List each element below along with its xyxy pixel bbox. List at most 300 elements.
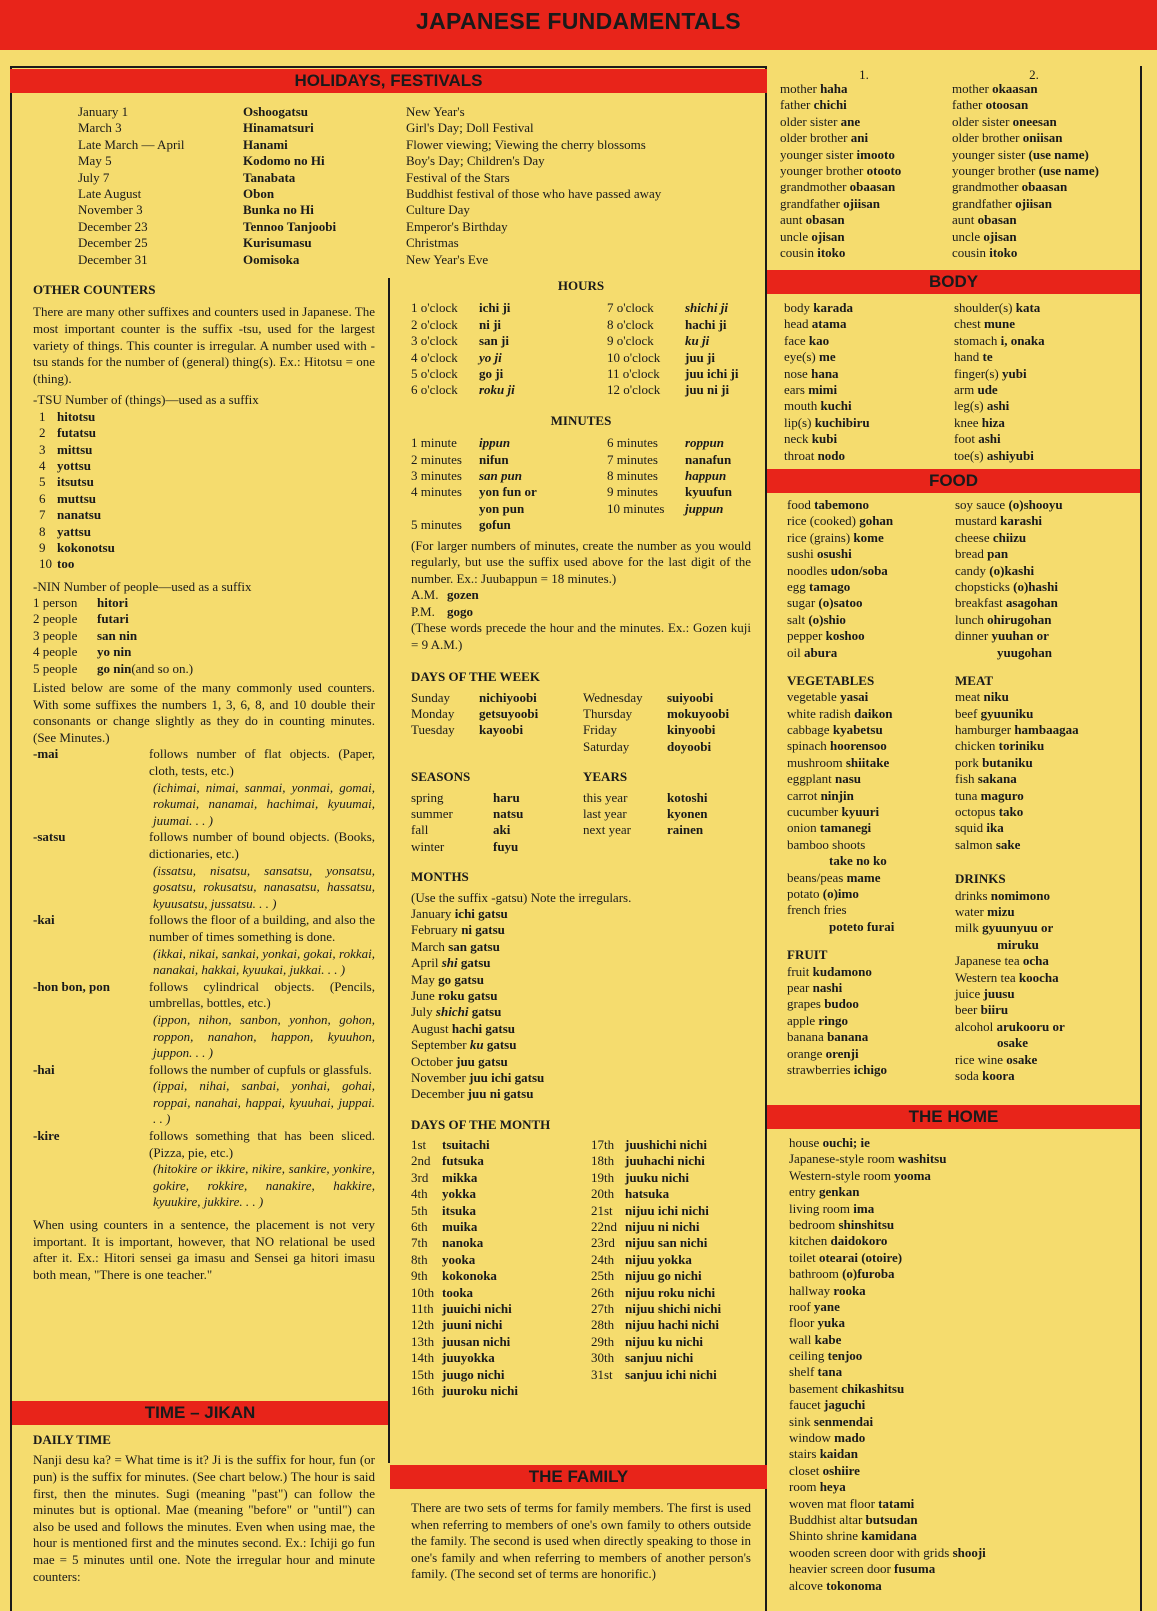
item-value: asagohan (1005, 595, 1058, 611)
item-label: 6 o'clock (411, 382, 458, 398)
home-item (789, 1135, 1139, 1151)
item-label: 29th (591, 1333, 615, 1349)
item-label: 5th (411, 1202, 428, 1218)
item-label: neck (784, 431, 812, 447)
item-value: itsutsu (57, 474, 94, 490)
home-item (789, 1463, 1139, 1479)
home-item (789, 1545, 1139, 1561)
item-value: sakana (977, 771, 1017, 787)
item-value: rainen (667, 822, 704, 838)
item-label: woven mat floor (789, 1495, 879, 1511)
item-label: father (780, 97, 814, 113)
item-label: younger sister (952, 146, 1029, 162)
counter-examples: (ippon, nihon, sanbon, yonhon, gohon, roppon, nanahon, happon, kyuuhon, juppon. . . ) (153, 1011, 375, 1061)
item-value: te (982, 349, 993, 365)
item-label: noodles (787, 562, 831, 578)
weekday-item (583, 739, 729, 755)
item-value: senmendai (813, 1413, 874, 1429)
item-label: 2 o'clock (411, 316, 458, 332)
item-label: fish (955, 771, 978, 787)
item-value: koocha (1018, 969, 1059, 985)
item-value: tsuitachi (442, 1137, 490, 1153)
home-item (789, 1315, 1139, 1331)
counter-desc-text: follows something that has been sliced. (Pizza, pie, etc.) (149, 1128, 375, 1160)
hour-item (607, 366, 738, 382)
item-value: butsudan (865, 1511, 918, 1527)
year-item (583, 806, 707, 822)
tsu-item (39, 409, 375, 425)
item-label: grandmother (952, 179, 1022, 195)
item-value: take no ko (829, 853, 887, 869)
item-label: 11th (411, 1300, 434, 1316)
body-item (954, 431, 1045, 447)
holiday-name: Tennoo Tanjoobi (243, 218, 337, 234)
item-label: last year (583, 806, 627, 822)
tsu-item (39, 425, 375, 441)
item-value: itoko (989, 244, 1018, 260)
season-item (411, 790, 583, 806)
home-item (789, 1446, 1139, 1462)
counter-examples: (ichimai, nimai, sanmai, yonmai, gomai, rokumai, nanamai, hachimai, kyuumai, juumai. . . ) (153, 779, 375, 828)
vegetable-item (787, 788, 955, 804)
month-item (411, 939, 751, 955)
item-value: nifun (479, 451, 509, 467)
tsu-item (39, 507, 375, 523)
family-term-2 (952, 229, 1017, 245)
family-row (780, 163, 1140, 179)
item-label: 3 o'clock (411, 333, 458, 349)
time-header: TIME – JIKAN (12, 1401, 388, 1425)
item-label: 8 minutes (607, 467, 658, 483)
counter-item (33, 746, 375, 829)
item-value: hachi ji (685, 316, 727, 332)
holiday-row (78, 235, 758, 251)
item-value: ika (986, 820, 1004, 836)
item-label: basement (789, 1380, 842, 1396)
home-item (789, 1381, 1139, 1397)
item-label: July (411, 1004, 436, 1020)
item-value: kata (1015, 300, 1041, 315)
item-value: juushichi nichi (625, 1137, 708, 1153)
item-value: tenjoo (827, 1348, 863, 1364)
month-day-item (591, 1203, 721, 1219)
fruit-item (787, 1029, 955, 1045)
month-day-item (591, 1301, 721, 1317)
weekday-item (583, 706, 729, 722)
food-item (955, 612, 1079, 628)
vegetable-item (787, 755, 955, 771)
months-list (411, 906, 751, 1103)
holidays-header: HOLIDAYS, FESTIVALS (10, 69, 767, 93)
minute-item (411, 484, 607, 500)
item-value: haha (820, 81, 848, 96)
month-item (411, 955, 751, 971)
vegetable-item (787, 820, 955, 836)
meat-item (955, 722, 1079, 738)
month-day-item (591, 1153, 721, 1169)
item-label: alcohol (955, 1018, 997, 1034)
item-value: ima (853, 1200, 875, 1216)
item-value: nijuu roku nichi (625, 1284, 716, 1300)
holiday-meaning: New Year's Eve (406, 251, 489, 267)
item-label: arm (954, 381, 978, 397)
drink-item (955, 1052, 1079, 1068)
item-value: otoosan (985, 97, 1029, 113)
rule (1140, 66, 1142, 1611)
item-label: 20th (591, 1186, 615, 1202)
month-day-item (591, 1252, 721, 1268)
food-item (787, 579, 955, 595)
month-item (411, 906, 751, 922)
minute-item (607, 501, 732, 517)
holiday-meaning: Culture Day (406, 202, 470, 218)
item-label: 11 o'clock (607, 365, 660, 381)
item-value: ocha (1022, 953, 1049, 969)
item-label: grandfather (952, 195, 1016, 211)
month-item (411, 922, 751, 938)
home-item (789, 1184, 1139, 1200)
family-term-1 (780, 245, 952, 261)
item-value: butaniku (982, 754, 1033, 770)
item-value: nijuu ku nichi (625, 1333, 704, 1349)
item-value: juu ichi gatsu (469, 1069, 545, 1085)
month-item (411, 1004, 751, 1020)
item-value: kyabetsu (832, 722, 883, 738)
food-item (955, 595, 1079, 611)
item-value: roku gatsu (438, 987, 498, 1003)
family-header: THE FAMILY (390, 1465, 767, 1489)
item-label: 12 o'clock (607, 382, 661, 398)
meat-item (955, 820, 1079, 836)
item-label: soda (955, 1067, 983, 1083)
drink-item (955, 937, 1079, 953)
tsu-item (39, 491, 375, 507)
item-value: kabe (814, 1331, 842, 1347)
item-label: 17th (591, 1137, 615, 1153)
hour-item (411, 317, 607, 333)
item-label: 23rd (591, 1235, 615, 1251)
item-value: juu ni ji (685, 382, 730, 398)
item-value: ashiyubi (986, 447, 1034, 463)
counter-items (33, 746, 375, 1211)
item-label: beans/peas (787, 869, 847, 885)
item-label: 5 people (33, 660, 78, 676)
item-label: shoulder(s) (954, 300, 1016, 315)
am-label: A.M. (411, 587, 439, 603)
item-label: sushi (787, 546, 817, 562)
veg-heading: VEGETABLES (787, 672, 875, 688)
body-item (954, 415, 1045, 431)
counters-intro: There are many other suffixes and counters used in Japanese. The most important counter is the suffix -tsu, used for the largest variety of things. This counter is irregular. A number used with -tsu stands for the number of (general) thing(s). Ex.: Hitotsu = one (thing). (33, 304, 375, 386)
tsu-heading: -TSU Number of (things)—used as a suffix (33, 392, 259, 408)
tsu-item (39, 540, 375, 556)
food-item (787, 563, 955, 579)
item-label: October (411, 1053, 457, 1069)
item-label: hallway (789, 1282, 834, 1298)
hour-item (411, 366, 607, 382)
counter-suffix: -hai (33, 1061, 55, 1077)
item-value: juuhachi nichi (625, 1153, 705, 1169)
item-label: 1 minute (411, 435, 457, 451)
item-value: yattsu (57, 523, 91, 539)
home-item (789, 1479, 1139, 1495)
meat-item (955, 837, 1079, 853)
month-item (411, 988, 751, 1004)
item-label: nose (784, 365, 812, 381)
item-value: nijuu hachi nichi (625, 1317, 719, 1333)
fruit-item (787, 1062, 955, 1078)
season-item (411, 822, 583, 838)
family-term-1 (780, 81, 952, 97)
counter-desc-text: follows number of flat objects. (Paper, cloth, tests, etc.) (149, 746, 375, 779)
rule (388, 278, 390, 1463)
month-day-item (411, 1334, 591, 1350)
item-value: futari (97, 611, 129, 627)
item-value: daikon (854, 705, 893, 721)
item-label: 27th (591, 1300, 615, 1316)
holidays-table (78, 104, 758, 268)
item-value: go nin (97, 660, 132, 676)
month-day-item (411, 1317, 591, 1333)
item-value: ojiisan (1015, 195, 1053, 211)
month-item (411, 1054, 751, 1070)
item-label: chicken (955, 738, 999, 754)
vegetable-item (787, 722, 955, 738)
item-label: water (955, 904, 988, 920)
family-term-1 (780, 179, 952, 195)
item-value: mimi (808, 381, 838, 397)
food-item (955, 530, 1079, 546)
item-label: stairs (789, 1446, 820, 1462)
item-label: 28th (591, 1317, 615, 1333)
counter-desc-text: follows the floor of a building, and also the number of times something is done. (149, 912, 375, 944)
item-value: nijuu go nichi (625, 1268, 702, 1284)
item-label: 10 (39, 556, 52, 572)
item-value: rooka (833, 1282, 866, 1298)
item-label: Thursday (583, 706, 633, 722)
month-day-item (591, 1334, 721, 1350)
drink-item (955, 920, 1079, 936)
item-label: older brother (952, 130, 1023, 146)
counter-desc (149, 912, 375, 978)
minute-item (607, 468, 732, 484)
item-label: wall (789, 1331, 815, 1347)
vegetable-item (787, 771, 955, 787)
item-value: hoorensoo (829, 738, 887, 754)
item-label: 2 (39, 425, 46, 441)
item-label: 3 (39, 441, 46, 457)
item-value: ippun (479, 435, 511, 451)
minutes-table (411, 435, 751, 533)
item-value: juu ji (685, 349, 715, 365)
item-value: yo ji (479, 349, 502, 365)
weekday-item (583, 690, 729, 706)
item-value: otooto (866, 162, 902, 178)
item-value: daidokoro (830, 1233, 888, 1249)
item-label: mother (952, 81, 993, 96)
month-day-item (411, 1285, 591, 1301)
item-label: breakfast (955, 595, 1006, 611)
counter-desc (149, 979, 375, 1062)
item-label: cheese (955, 529, 993, 545)
vegetable-item (787, 837, 955, 853)
item-label: beer (955, 1002, 981, 1018)
home-item (789, 1414, 1139, 1430)
item-label: Wednesday (583, 689, 643, 705)
item-value: ninjin (820, 787, 854, 803)
item-value: san gatsu (448, 938, 500, 954)
seasons-years (411, 769, 751, 855)
food-header: FOOD (767, 469, 1140, 493)
holiday-row (78, 219, 758, 235)
month-item (411, 1070, 751, 1086)
meat-item (955, 689, 1079, 705)
item-value: okaasan (992, 81, 1038, 96)
item-value: obasan (977, 212, 1017, 228)
seasons-heading: SEASONS (411, 769, 471, 785)
item-value: juuni nichi (442, 1317, 503, 1333)
item-label: knee (954, 414, 982, 430)
item-value: ouchi; ie (822, 1135, 870, 1150)
food-item (787, 497, 955, 513)
item-label: milk (955, 920, 983, 936)
holiday-meaning: Emperor's Birthday (406, 218, 508, 234)
item-label: leg(s) (954, 398, 987, 414)
holiday-name: Oshoogatsu (243, 104, 309, 119)
item-value: kamidana (861, 1528, 917, 1544)
item-label: bamboo shoots (787, 836, 866, 852)
item-label: 9 o'clock (607, 333, 654, 349)
item-label: 26th (591, 1284, 615, 1300)
weekday-item (411, 722, 583, 738)
middle-column (411, 278, 751, 1399)
item-value: chiizu (992, 529, 1027, 545)
year-item (583, 822, 707, 838)
item-label: 1 o'clock (411, 300, 458, 316)
body-header: BODY (767, 270, 1140, 294)
item-value: ojisan (811, 228, 845, 244)
item-label: younger brother (780, 162, 867, 178)
item-value: (o)imo (822, 886, 859, 901)
fruit-item (787, 964, 955, 980)
item-label: grapes (787, 996, 825, 1012)
item-label: 8 (39, 523, 46, 539)
item-label: stomach (954, 332, 1001, 348)
month-day-item (411, 1367, 591, 1383)
item-label: oil (787, 644, 804, 660)
item-value: atama (811, 316, 847, 332)
body-item (784, 333, 954, 349)
item-value: tamago (809, 578, 851, 594)
item-label: food (787, 497, 815, 512)
item-value: futsuka (442, 1153, 484, 1169)
item-label: sink (789, 1413, 814, 1429)
item-value: san pun (479, 467, 522, 483)
item-label: March (411, 938, 449, 954)
item-label: chest (954, 316, 984, 332)
item-label: rice (grains) (787, 529, 854, 545)
counter-desc-text: follows the number of cupfuls or glassfuls. (149, 1061, 372, 1077)
item-label: pepper (787, 628, 826, 644)
item-label: living room (789, 1200, 854, 1216)
item-value: i, onaka (1000, 332, 1045, 348)
item-label: uncle (952, 228, 984, 244)
item-value: roppun (685, 435, 725, 451)
item-value: ni gatsu (461, 922, 505, 938)
holiday-row (78, 120, 758, 136)
food-item (787, 595, 955, 611)
item-value: sake (995, 836, 1021, 852)
item-value: kyonen (667, 806, 708, 822)
holiday-meaning: Christmas (406, 235, 459, 251)
item-label: heavier screen door (789, 1561, 895, 1577)
item-value: yuuhan or (991, 628, 1049, 644)
item-label: french fries (787, 902, 847, 918)
counter-item (33, 829, 375, 912)
holiday-date: Late August (78, 185, 142, 201)
months-heading: MONTHS (411, 869, 469, 885)
item-label: mushroom (787, 754, 846, 770)
minute-item (607, 435, 732, 451)
item-label: 7 minutes (607, 451, 658, 467)
item-label: 21st (591, 1202, 613, 1218)
item-value: mizu (987, 904, 1015, 920)
month-day-item (411, 1137, 591, 1153)
item-label: 3 people (33, 627, 78, 643)
item-label: 31st (591, 1366, 613, 1382)
item-value: sanjuu ichi nichi (625, 1366, 717, 1382)
item-label: Western-style room (789, 1167, 895, 1183)
item-value: kinyoobi (667, 722, 716, 738)
item-label: Japanese tea (955, 953, 1023, 969)
item-label: toe(s) (954, 447, 987, 463)
item-value: nijuu ni nichi (625, 1219, 700, 1235)
holiday-row (78, 137, 758, 153)
item-label: January (411, 905, 455, 921)
holiday-name: Kurisumasu (243, 235, 312, 251)
counter-desc-text: follows number of bound objects. (Books, dictionaries, etc.) (149, 829, 375, 861)
body-item (954, 382, 1045, 398)
item-value: koora (982, 1067, 1015, 1083)
item-value: hambaagaa (1014, 722, 1079, 738)
item-label: 4th (411, 1186, 428, 1202)
item-value: yuka (817, 1315, 845, 1331)
item-label: 9 (39, 539, 46, 555)
item-label: 8th (411, 1251, 428, 1267)
item-value: gatsu (483, 1037, 517, 1053)
item-label: 7 o'clock (607, 300, 654, 316)
item-label: lip(s) (784, 414, 815, 430)
family-term-1 (780, 147, 952, 163)
item-value: natsu (493, 806, 524, 822)
drink-item (955, 888, 1079, 904)
item-value: gatsu (457, 955, 491, 971)
item-value: yon fun or (479, 484, 537, 500)
minute-item (411, 517, 607, 533)
item-value: juuyokka (442, 1350, 495, 1366)
item-label: December (411, 1086, 468, 1102)
item-label: aunt (952, 212, 978, 228)
item-label: 10 minutes (607, 500, 665, 516)
item-value: washitsu (898, 1151, 947, 1167)
item-label: older sister (952, 113, 1013, 129)
month-day-item (411, 1153, 591, 1169)
item-note: (and so on.) (131, 660, 194, 676)
family-row (780, 229, 1140, 245)
item-label: aunt (780, 212, 806, 228)
item-value: hachi gatsu (451, 1020, 516, 1036)
holiday-date: July 7 (78, 169, 110, 185)
